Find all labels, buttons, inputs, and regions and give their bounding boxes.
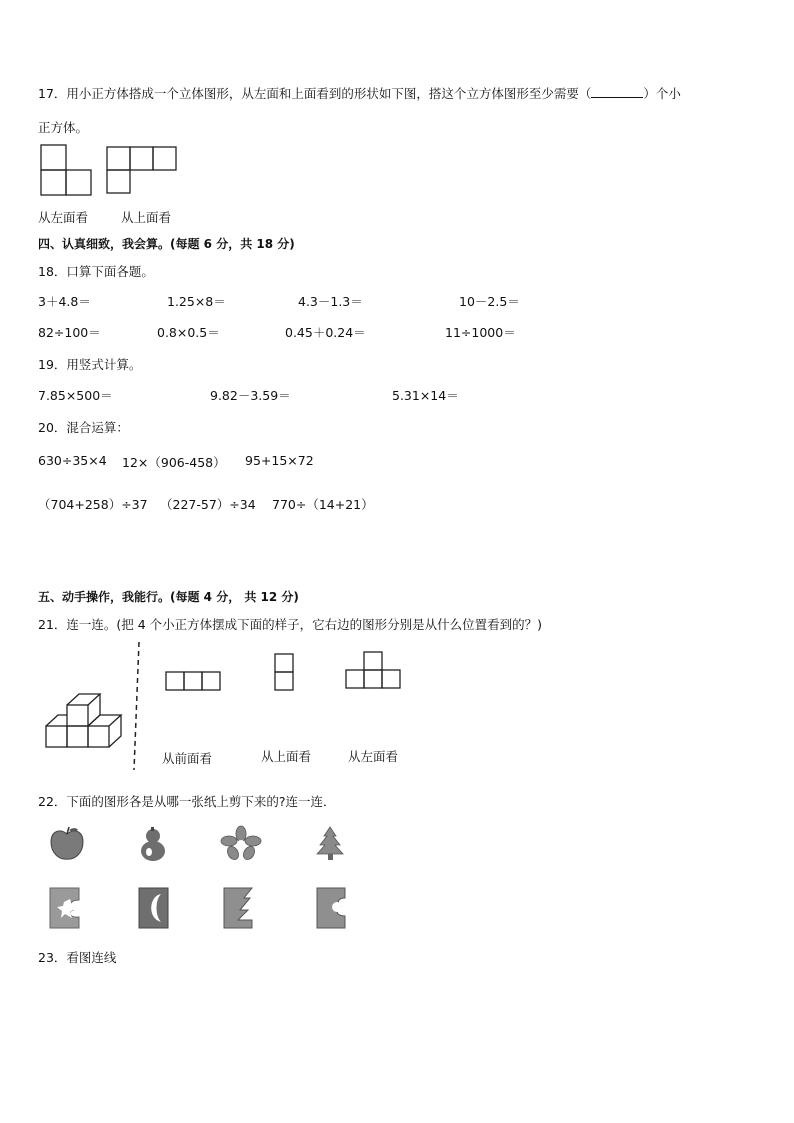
paper-cut-1-icon[interactable] — [48, 886, 82, 930]
q21-title: 21．连一连。(把 4 个小正方体摆成下面的样子，它右边的图形分别是从什么位置看到的？) — [38, 617, 543, 632]
q20-title: 20．混合运算： — [38, 420, 129, 435]
paper-cut-2-icon[interactable] — [137, 886, 171, 930]
q18-item-8: 11÷1000＝ — [445, 325, 516, 340]
q18-item-3: 4.3－1.3＝ — [298, 294, 363, 309]
q18-item-1: 3＋4.8＝ — [38, 294, 91, 309]
section5-heading: 五、动手操作，我能行。(每题 4 分， 共 12 分) — [38, 590, 299, 604]
q19-item-1: 7.85×500＝ — [38, 388, 113, 403]
q21-cube-solid — [44, 690, 126, 750]
q17-label-top: 从上面看 — [121, 210, 172, 225]
q20-item-5: （227-57）÷34 — [160, 497, 256, 512]
q17-line1: 17．用小正方体搭成一个立体图形，从左面和上面看到的形状如下图，搭这个立方体图形至少需要（ ）个小 — [38, 86, 681, 101]
paper-cut-4-icon[interactable] — [315, 886, 349, 930]
answer-blank[interactable] — [591, 86, 643, 98]
q21-left-view-figure — [345, 651, 403, 691]
q20-item-1: 630÷35×4 — [38, 453, 107, 468]
q17-line2: 正方体。 — [38, 120, 89, 135]
q18-item-4: 10－2.5＝ — [459, 294, 520, 309]
q22-title: 22．下面的图形各是从哪一张纸上剪下来的?连一连． — [38, 794, 336, 809]
q17-top-view-figure — [106, 146, 178, 196]
q19-item-3: 5.31×14＝ — [392, 388, 459, 403]
q18-item-2: 1.25×8＝ — [167, 294, 226, 309]
tree-shape-icon[interactable] — [314, 826, 346, 862]
q18-item-5: 82÷100＝ — [38, 325, 101, 340]
q19-item-2: 9.82－3.59＝ — [210, 388, 291, 403]
q20-item-6: 770÷（14+21） — [272, 497, 374, 512]
paper-cut-3-icon[interactable] — [222, 886, 256, 930]
q18-item-7: 0.45＋0.24＝ — [285, 325, 366, 340]
flower-shape-icon[interactable] — [221, 826, 261, 860]
q17-left-view-figure — [40, 144, 96, 196]
q21-front-view-figure — [165, 671, 223, 693]
q19-title: 19．用竖式计算。 — [38, 357, 142, 372]
apple-shape-icon[interactable] — [50, 826, 84, 862]
gourd-shape-icon[interactable] — [137, 826, 169, 862]
q17-label-left: 从左面看 — [38, 210, 89, 225]
q21-top-view-figure — [274, 653, 296, 693]
q21-label-front: 从前面看 — [162, 751, 213, 766]
q18-title: 18．口算下面各题。 — [38, 264, 154, 279]
q21-label-top: 从上面看 — [261, 749, 312, 764]
q18-item-6: 0.8×0.5＝ — [157, 325, 220, 340]
q23-title: 23．看图连线 — [38, 950, 117, 965]
q21-label-left: 从左面看 — [348, 749, 399, 764]
section4-heading: 四、认真细致，我会算。(每题 6 分，共 18 分) — [38, 237, 295, 251]
q21-dashed-divider — [133, 640, 141, 772]
q20-item-4: （704+258）÷37 — [38, 497, 148, 512]
q20-item-3: 95+15×72 — [245, 453, 314, 468]
q20-item-2: 12×（906-458） — [122, 455, 226, 470]
